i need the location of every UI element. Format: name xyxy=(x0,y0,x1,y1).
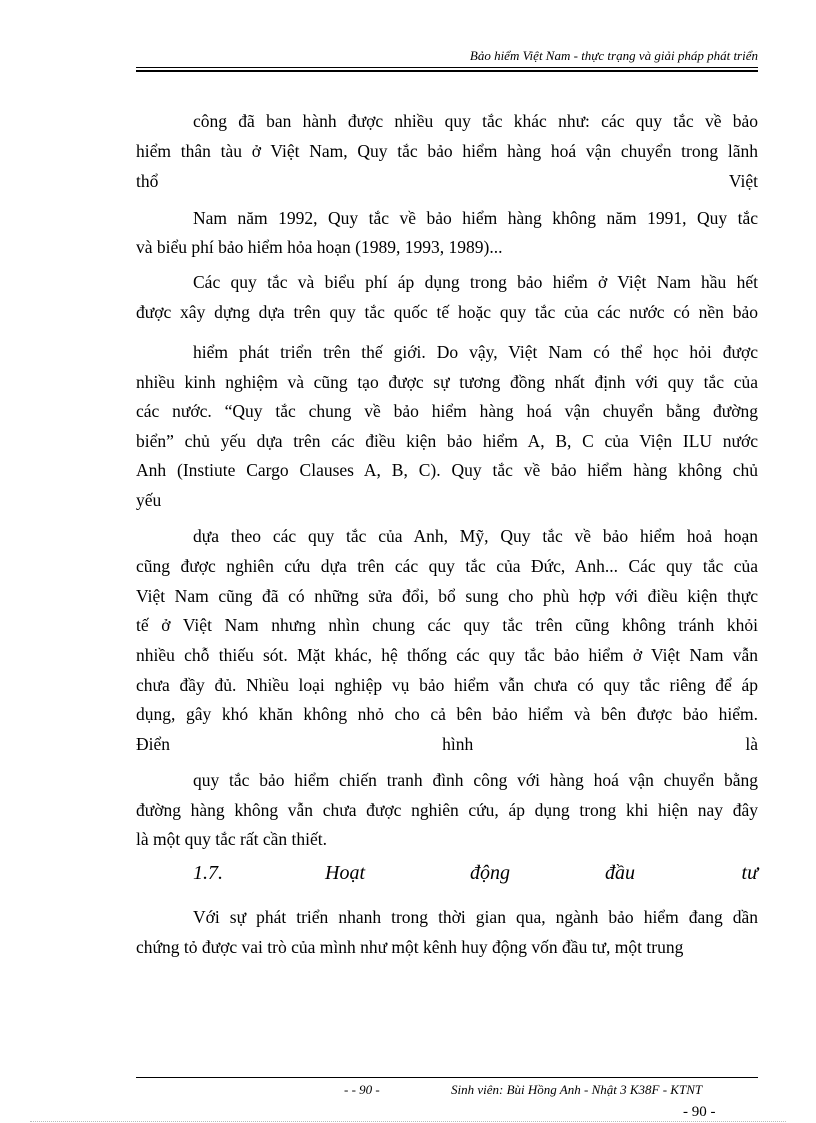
body-line: Việt Nam cũng đã có những sửa đổi, bổ sung cho phù hợp với điều kiện thực xyxy=(136,586,758,606)
body-line: biển” chủ yếu dựa trên các điều kiện bảo hiểm A, B, C của Viện ILU nước xyxy=(136,431,758,451)
body-line: và biểu phí bảo hiểm hỏa hoạn (1989, 1993, 1989)... xyxy=(136,237,503,257)
body-line: tế ở Việt Nam nhưng nhìn chung các quy tắc trên cũng không tránh khỏi xyxy=(136,615,758,635)
body-line: thổ Việt xyxy=(136,171,758,191)
body-line: chưa đầy đủ. Nhiều loại nghiệp vụ bảo hiểm vẫn chưa có quy tắc riêng để áp xyxy=(136,675,758,695)
body-line: nhiều kinh nghiệm và cũng tạo được sự tương đồng nhất định với quy tắc của xyxy=(136,372,758,392)
body-line: hiểm phát triển trên thế giới. Do vậy, Việt Nam có thể học hỏi được xyxy=(193,342,758,362)
body-line: chứng tỏ được vai trò của mình như một kênh huy động vốn đầu tư, một trung xyxy=(136,937,684,957)
body-line: quy tắc bảo hiểm chiến tranh đình công với hàng hoá vận chuyển bằng xyxy=(193,770,758,790)
body-line: dụng, gây khó khăn không nhỏ cho cả bên bảo hiểm và bên được bảo hiểm. xyxy=(136,704,758,724)
section-word: động xyxy=(470,862,510,884)
page-edge-dots xyxy=(30,1121,786,1122)
page-number: - 90 - xyxy=(683,1104,716,1120)
body-line: Với sự phát triển nhanh trong thời gian qua, ngành bảo hiểm đang dần xyxy=(193,907,758,927)
header-rule xyxy=(136,67,758,68)
body-line: các nước. “Quy tắc chung về bảo hiểm hàng hoá vận chuyển bằng đường xyxy=(136,401,758,421)
body-line: là một quy tắc rất cần thiết. xyxy=(136,829,327,849)
body-line: nhiều chỗ thiếu sót. Mặt khác, hệ thống các quy tắc bảo hiểm ở Việt Nam vẫn xyxy=(136,645,758,665)
body-line: Nam năm 1992, Quy tắc về bảo hiểm hàng không năm 1991, Quy tắc xyxy=(193,208,758,228)
section-heading xyxy=(193,862,758,888)
header-rule-thick xyxy=(136,70,758,72)
body-line: dựa theo các quy tắc của Anh, Mỹ, Quy tắc về bảo hiểm hoả hoạn xyxy=(193,526,758,546)
footer-rule xyxy=(136,1077,758,1078)
body-line: yếu xyxy=(136,490,162,510)
body-line: công đã ban hành được nhiều quy tắc khác như: các quy tắc về bảo xyxy=(193,111,758,131)
running-header-title: Bảo hiểm Việt Nam - thực trạng và giải pháp phát triển xyxy=(469,48,758,63)
body-line: được xây dựng dựa trên quy tắc quốc tế hoặc quy tắc của các nước có nền bảo xyxy=(136,302,758,322)
body-line: cũng được nghiên cứu dựa trên các quy tắc của Đức, Anh... Các quy tắc của xyxy=(136,556,758,576)
body-line: Các quy tắc và biểu phí áp dụng trong bảo hiểm ở Việt Nam hầu hết xyxy=(193,272,758,292)
body-line: đường hàng không vẫn chưa được nghiên cứu, áp dụng trong khi hiện nay đây xyxy=(136,800,758,820)
section-number: 1.7. xyxy=(193,862,223,884)
footer-student-info: Sinh viên: Bùi Hồng Anh - Nhật 3 K38F - KTNT xyxy=(451,1082,703,1097)
body-line: hiểm thân tàu ở Việt Nam, Quy tắc bảo hiểm hàng hoá vận chuyển trong lãnh xyxy=(136,141,758,161)
section-word: tư xyxy=(741,862,758,884)
section-word: Hoạt xyxy=(325,862,365,884)
body-line: Anh (Instiute Cargo Clauses A, B, C). Quy tắc về bảo hiểm hàng không chủ xyxy=(136,460,758,480)
body-line: Điển hình là xyxy=(136,734,758,754)
section-word: đầu xyxy=(605,862,635,884)
footer-page-label: - - 90 - xyxy=(344,1082,380,1097)
